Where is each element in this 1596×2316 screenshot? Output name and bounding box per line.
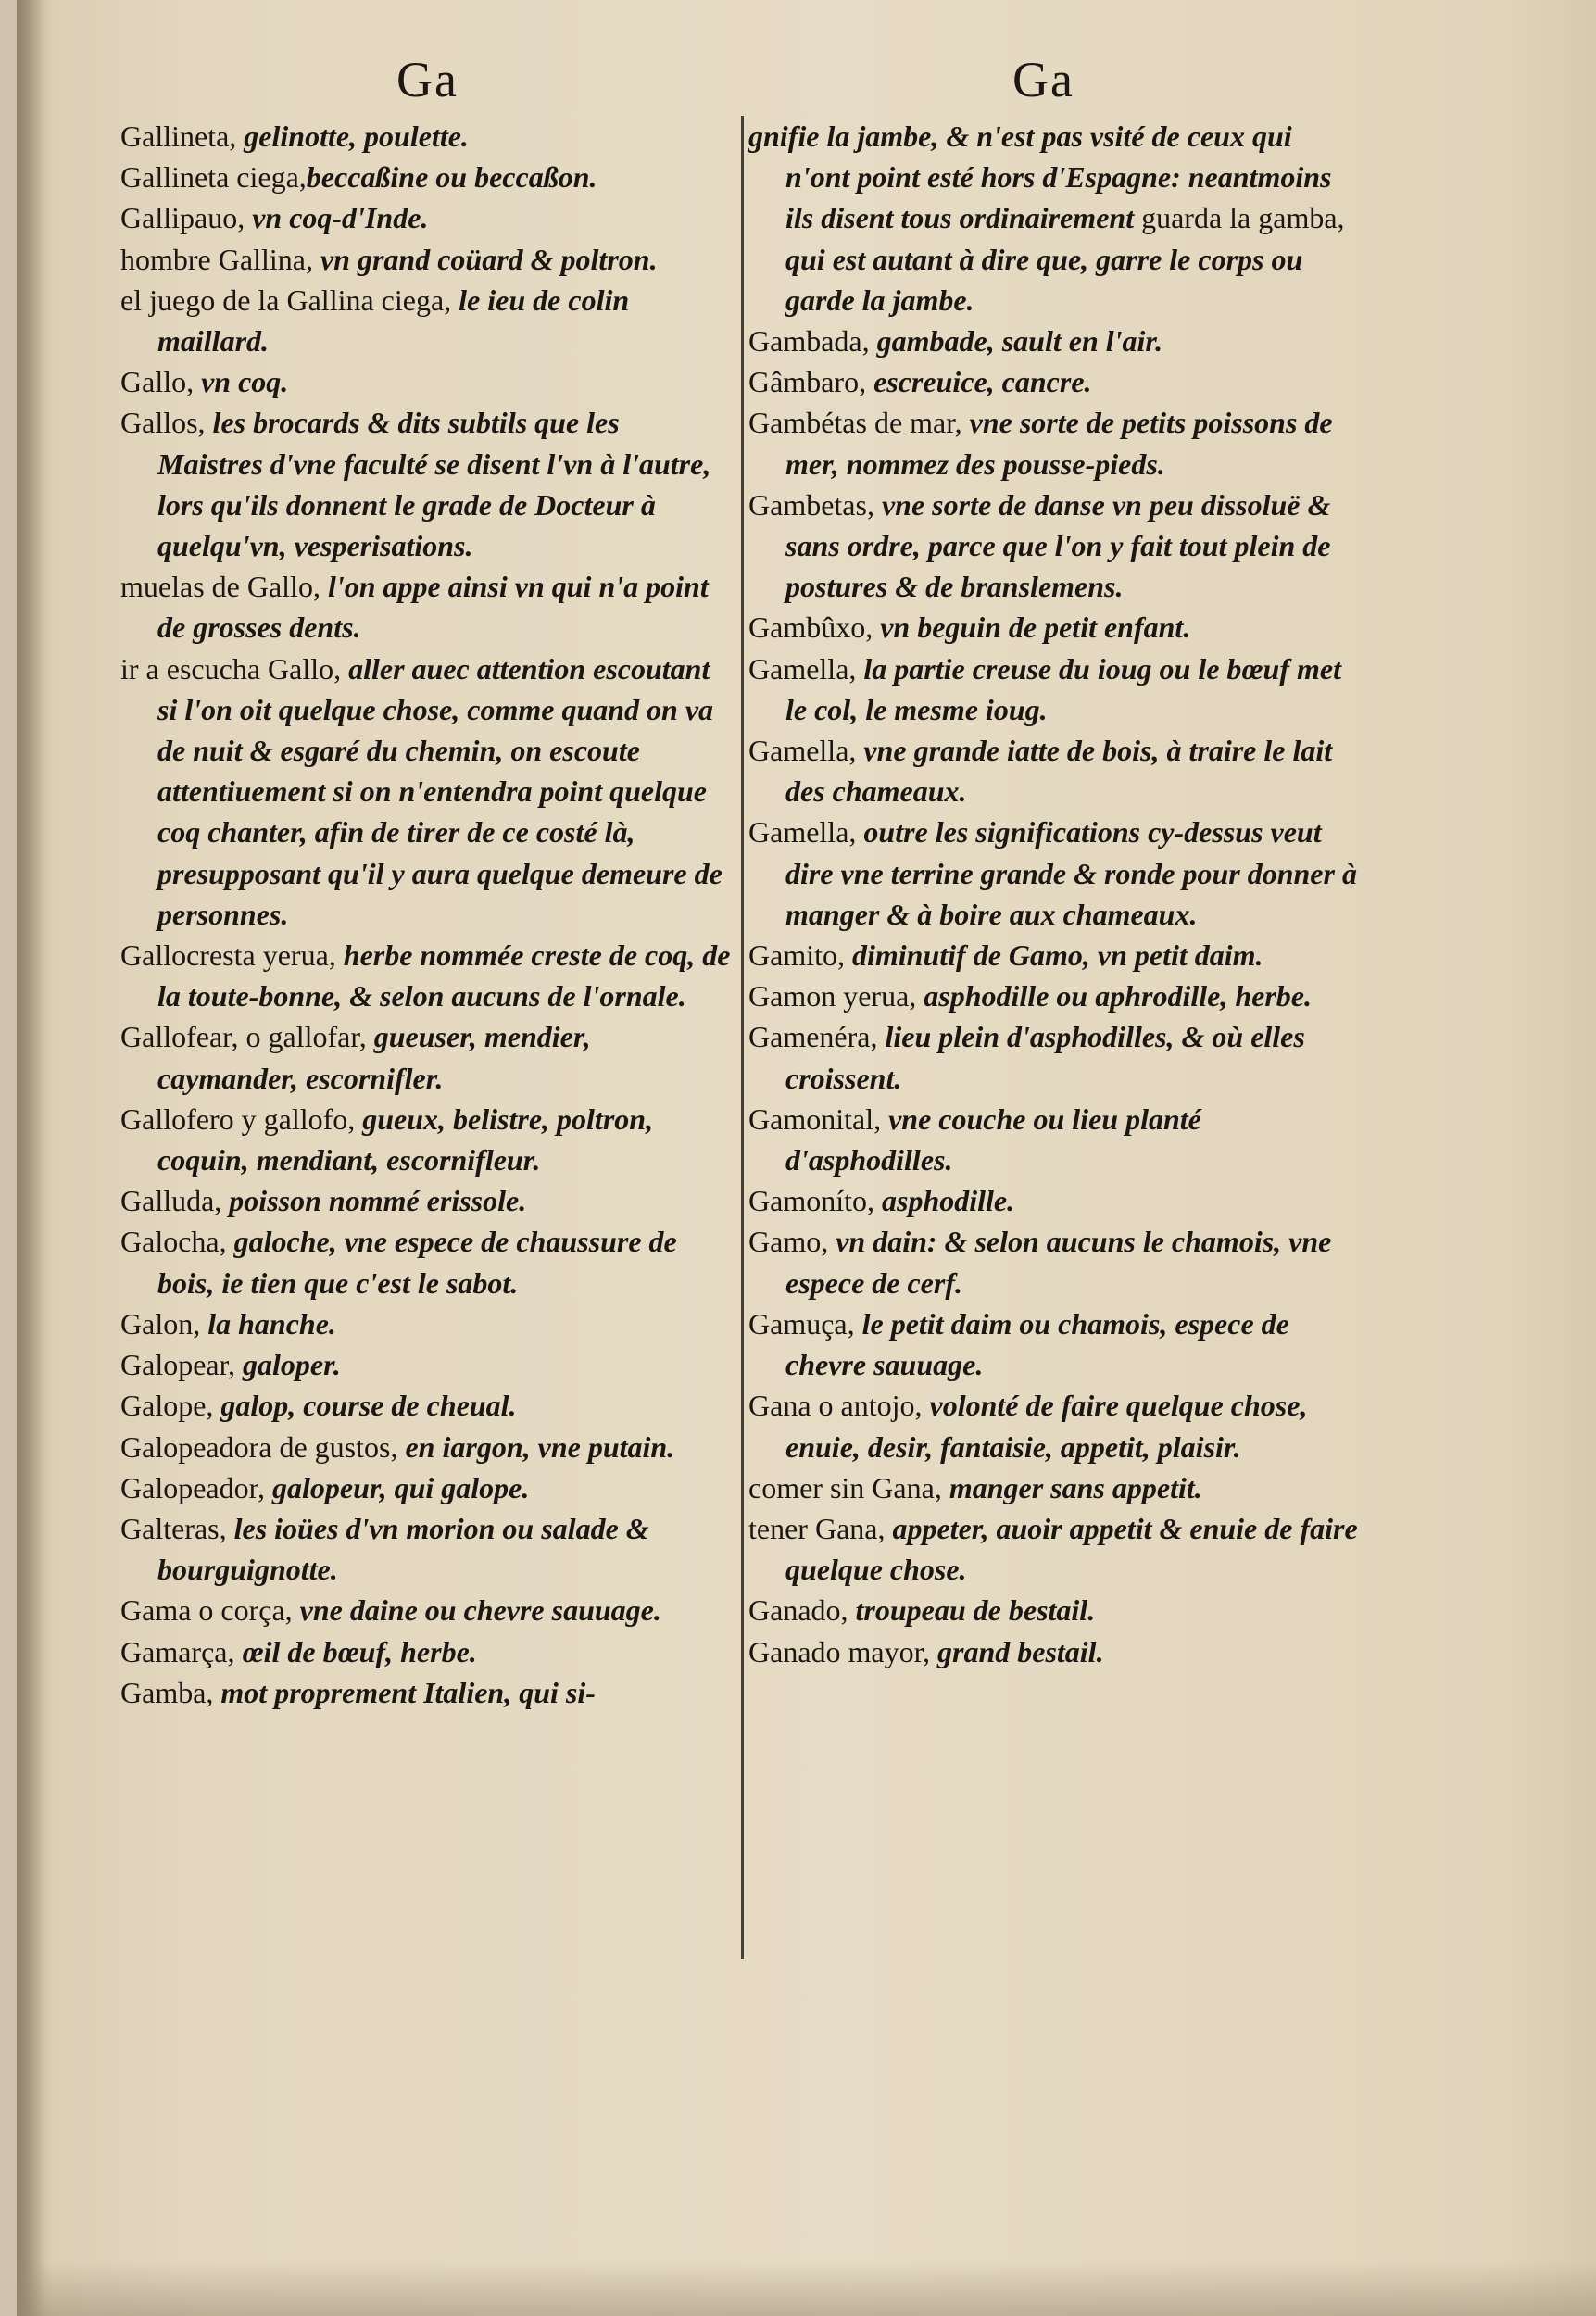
dictionary-entry: [748, 730, 1360, 812]
entry-definition: le petit daim ou chamois, espece de chevre sauuage.: [785, 1306, 1289, 1382]
entry-headword: Galope,: [120, 1389, 214, 1423]
continued-phrase: guarda la gamba,: [1134, 201, 1345, 235]
entry-headword: Gana o antojo,: [748, 1389, 923, 1423]
dictionary-entry: [120, 1672, 732, 1713]
entry-definition: vne daine ou chevre sauuage.: [292, 1593, 661, 1628]
entry-definition: mot proprement Italien, qui si-: [213, 1675, 596, 1709]
entry-definition: les brocards & dits subtils que les Maistres d'vne faculté se disent l'vn à l'autre, lors qu'ils donnent le grade de Docteur à quelqu'vn, vesperisations.: [157, 406, 711, 563]
continued-entry: [748, 116, 1360, 321]
dictionary-entry: [748, 1467, 1360, 1508]
left-column: [120, 116, 732, 1713]
entry-headword: Galopeador,: [120, 1470, 265, 1504]
continued-definition: gnifie la jambe, & n'est pas vsité de ceux qui n'ont point esté hors d'Espagne: neantmoins ils disent tous ordinairement: [748, 120, 1332, 235]
dictionary-entry: [120, 1344, 732, 1385]
entry-definition: en iargon, vne putain.: [397, 1429, 675, 1464]
entry-headword: ir a escucha Gallo,: [120, 651, 342, 686]
binding-shadow: [17, 0, 44, 2316]
entry-headword: Gama o corça,: [120, 1593, 293, 1628]
entry-definition: vne grande iatte de bois, à traire le lait des chameaux.: [785, 734, 1333, 809]
entry-definition: troupeau de bestail.: [848, 1593, 1096, 1628]
dictionary-entry: [120, 648, 732, 935]
entry-definition: la partie creuse du ioug ou le bœuf met le col, le mesme ioug.: [785, 651, 1341, 726]
entry-headword: Gamito,: [748, 938, 845, 973]
column-divider: [741, 116, 744, 1959]
dictionary-entry: [120, 280, 732, 361]
entry-definition: vn coq.: [194, 365, 289, 399]
entry-headword: Gallineta ciega,: [120, 160, 307, 195]
entry-definition: beccaßine ou beccaßon.: [306, 160, 597, 195]
entry-headword: Gallocresta yerua,: [120, 938, 336, 973]
entry-definition: lieu plein d'asphodilles, & où elles croissent.: [785, 1020, 1305, 1095]
dictionary-entry: [120, 1016, 732, 1098]
dictionary-entry: [120, 1385, 732, 1426]
page-bottom-shade: [17, 2260, 1596, 2316]
entry-headword: Ganado mayor,: [748, 1634, 930, 1668]
dictionary-entry: [748, 1099, 1360, 1180]
dictionary-entry: [120, 1631, 732, 1672]
dictionary-entry: [748, 1385, 1360, 1466]
dictionary-entry: [120, 157, 732, 197]
dictionary-entry: [120, 1180, 732, 1221]
right-column: [748, 116, 1360, 1672]
dictionary-entry: [120, 1099, 732, 1180]
entry-definition: gueux, belistre, poltron, coquin, mendiant, escornifleur.: [157, 1101, 654, 1177]
entry-definition: galoche, vne espece de chaussure de bois, ie tien que c'est le sabot.: [157, 1225, 677, 1300]
dictionary-entry: [748, 1180, 1360, 1221]
entry-headword: Gâmbaro,: [748, 365, 867, 399]
entry-definition: outre les significations cy-dessus veut dire vne terrine grande & ronde pour donner à manger & à boire aux chameaux.: [785, 815, 1357, 931]
entry-definition: escreuice, cancre.: [866, 365, 1092, 399]
dictionary-entry: [748, 402, 1360, 484]
entry-definition: galop, course de cheual.: [213, 1389, 517, 1423]
entry-definition: herbe nommée creste de coq, de la toute-bonne, & selon aucuns de l'ornale.: [157, 938, 731, 1013]
dictionary-entry: [120, 402, 732, 566]
entry-definition: diminutif de Gamo, vn petit daim.: [844, 938, 1263, 973]
right-entry-list: [748, 321, 1360, 1672]
continued-definition-end: qui est autant à dire que, garre le corps ou garde la jambe.: [785, 242, 1303, 317]
entry-headword: Gamella,: [748, 651, 857, 686]
entry-definition: grand bestail.: [929, 1634, 1104, 1668]
entry-definition: vne couche ou lieu planté d'asphodilles.: [785, 1101, 1201, 1177]
entry-headword: muelas de Gallo,: [120, 570, 320, 604]
entry-headword: Gamo,: [748, 1225, 829, 1259]
entry-definition: vne sorte de danse vn peu dissoluë & sans ordre, parce que l'on y fait tout plein de postures & de branslemens.: [785, 487, 1331, 604]
dictionary-entry: [120, 116, 732, 157]
dictionary-entry: [120, 197, 732, 238]
entry-headword: Gambûxo,: [748, 610, 873, 645]
entry-headword: Gallos,: [120, 406, 206, 440]
entry-headword: Gamba,: [120, 1675, 214, 1709]
running-head-right: Ga: [1012, 52, 1074, 107]
entry-headword: Ganado,: [748, 1593, 848, 1628]
entry-headword: Gallofear, o gallofar,: [120, 1020, 367, 1054]
entry-definition: vn dain: & selon aucuns le chamois, vne espece de cerf.: [785, 1225, 1332, 1300]
dictionary-entry: [748, 935, 1360, 975]
entry-definition: gueuser, mendier, caymander, escornifler.: [157, 1020, 591, 1095]
entry-headword: Gallipauo,: [120, 201, 245, 235]
entry-headword: Gallofero y gallofo,: [120, 1101, 356, 1136]
entry-headword: Gamella,: [748, 815, 857, 850]
entry-definition: gelinotte, poulette.: [236, 120, 469, 153]
entry-definition: galoper.: [234, 1348, 341, 1382]
dictionary-entry: [748, 1508, 1360, 1590]
dictionary-entry: [748, 607, 1360, 648]
entry-headword: Gallineta,: [120, 120, 237, 153]
entry-headword: Gamella,: [748, 734, 857, 768]
entry-headword: Galopeadora de gustos,: [120, 1429, 398, 1464]
dictionary-page: [17, 0, 1596, 2316]
dictionary-entry: [120, 935, 732, 1016]
entry-definition: volonté de faire quelque chose, enuie, desir, fantaisie, appetit, plaisir.: [785, 1389, 1308, 1464]
entry-definition: vn grand coüard & poltron.: [312, 242, 658, 276]
entry-headword: Gamonital,: [748, 1101, 882, 1136]
entry-definition: poisson nommé erissole.: [221, 1184, 527, 1218]
entry-definition: vn beguin de petit enfant.: [873, 610, 1191, 645]
entry-definition: appeter, auoir appetit & enuie de faire quelque chose.: [785, 1511, 1358, 1587]
running-head-left: Ga: [396, 52, 459, 107]
entry-headword: Galteras,: [120, 1511, 227, 1545]
entry-headword: Gambétas de mar,: [748, 406, 962, 440]
entry-definition: l'on appe ainsi vn qui n'a point de grosses dents.: [157, 570, 709, 645]
dictionary-entry: [120, 239, 732, 280]
dictionary-entry: [748, 648, 1360, 730]
entry-definition: vn coq-d'Inde.: [245, 201, 429, 235]
entry-definition: galopeur, qui galope.: [264, 1470, 530, 1504]
dictionary-entry: [748, 321, 1360, 361]
entry-definition: asphodille ou aphrodille, herbe.: [916, 979, 1312, 1013]
entry-headword: Gamarça,: [120, 1634, 235, 1668]
dictionary-entry: [120, 1221, 732, 1303]
entry-headword: Galluda,: [120, 1184, 222, 1218]
entry-definition: aller auec attention escoutant si l'on oit quelque chose, comme quand on va de nuit & esgaré du chemin, on escoute attentiuement si on n'entendra point quelque coq chanter, afin de tirer de ce costé là, presupposant qu'il y aura quelque demeure de personnes.: [157, 651, 723, 931]
entry-headword: tener Gana,: [748, 1511, 886, 1545]
dictionary-entry: [120, 1303, 732, 1344]
entry-definition: vne sorte de petits poissons de mer, nommez des pousse-pieds.: [785, 406, 1333, 481]
dictionary-entry: [748, 361, 1360, 402]
dictionary-entry: [120, 1590, 732, 1630]
entry-headword: Gamoníto,: [748, 1184, 874, 1218]
dictionary-entry: [748, 1631, 1360, 1672]
entry-headword: Galocha,: [120, 1225, 227, 1259]
entry-headword: hombre Gallina,: [120, 242, 313, 276]
entry-definition: œil de bœuf, herbe.: [234, 1634, 477, 1668]
entry-definition: les ioües d'vn morion ou salade & bourguignotte.: [157, 1511, 649, 1587]
entry-definition: la hanche.: [200, 1306, 336, 1341]
dictionary-entry: [748, 975, 1360, 1016]
entry-headword: Gamon yerua,: [748, 979, 917, 1013]
entry-headword: Gambetas,: [748, 487, 874, 522]
entry-headword: Galopear,: [120, 1348, 235, 1382]
entry-definition: gambade, sault en l'air.: [869, 324, 1163, 359]
dictionary-entry: [748, 1590, 1360, 1630]
dictionary-entry: [120, 361, 732, 402]
entry-headword: comer sin Gana,: [748, 1470, 942, 1504]
entry-definition: le ieu de colin maillard.: [157, 283, 630, 359]
dictionary-entry: [748, 1303, 1360, 1385]
dictionary-entry: [748, 812, 1360, 935]
entry-definition: manger sans appetit.: [941, 1470, 1202, 1504]
entry-headword: Gamenéra,: [748, 1020, 878, 1054]
entry-headword: el juego de la Gallina ciega,: [120, 283, 452, 317]
dictionary-entry: [120, 1467, 732, 1508]
entry-headword: Gambada,: [748, 324, 870, 359]
dictionary-entry: [748, 485, 1360, 608]
entry-headword: Gamuça,: [748, 1306, 855, 1341]
dictionary-entry: [120, 566, 732, 648]
dictionary-entry: [748, 1016, 1360, 1098]
dictionary-entry: [120, 1427, 732, 1467]
entry-headword: Gallo,: [120, 365, 195, 399]
entry-definition: asphodille.: [873, 1184, 1015, 1218]
dictionary-entry: [748, 1221, 1360, 1303]
dictionary-entry: [120, 1508, 732, 1590]
entry-headword: Galon,: [120, 1306, 201, 1341]
